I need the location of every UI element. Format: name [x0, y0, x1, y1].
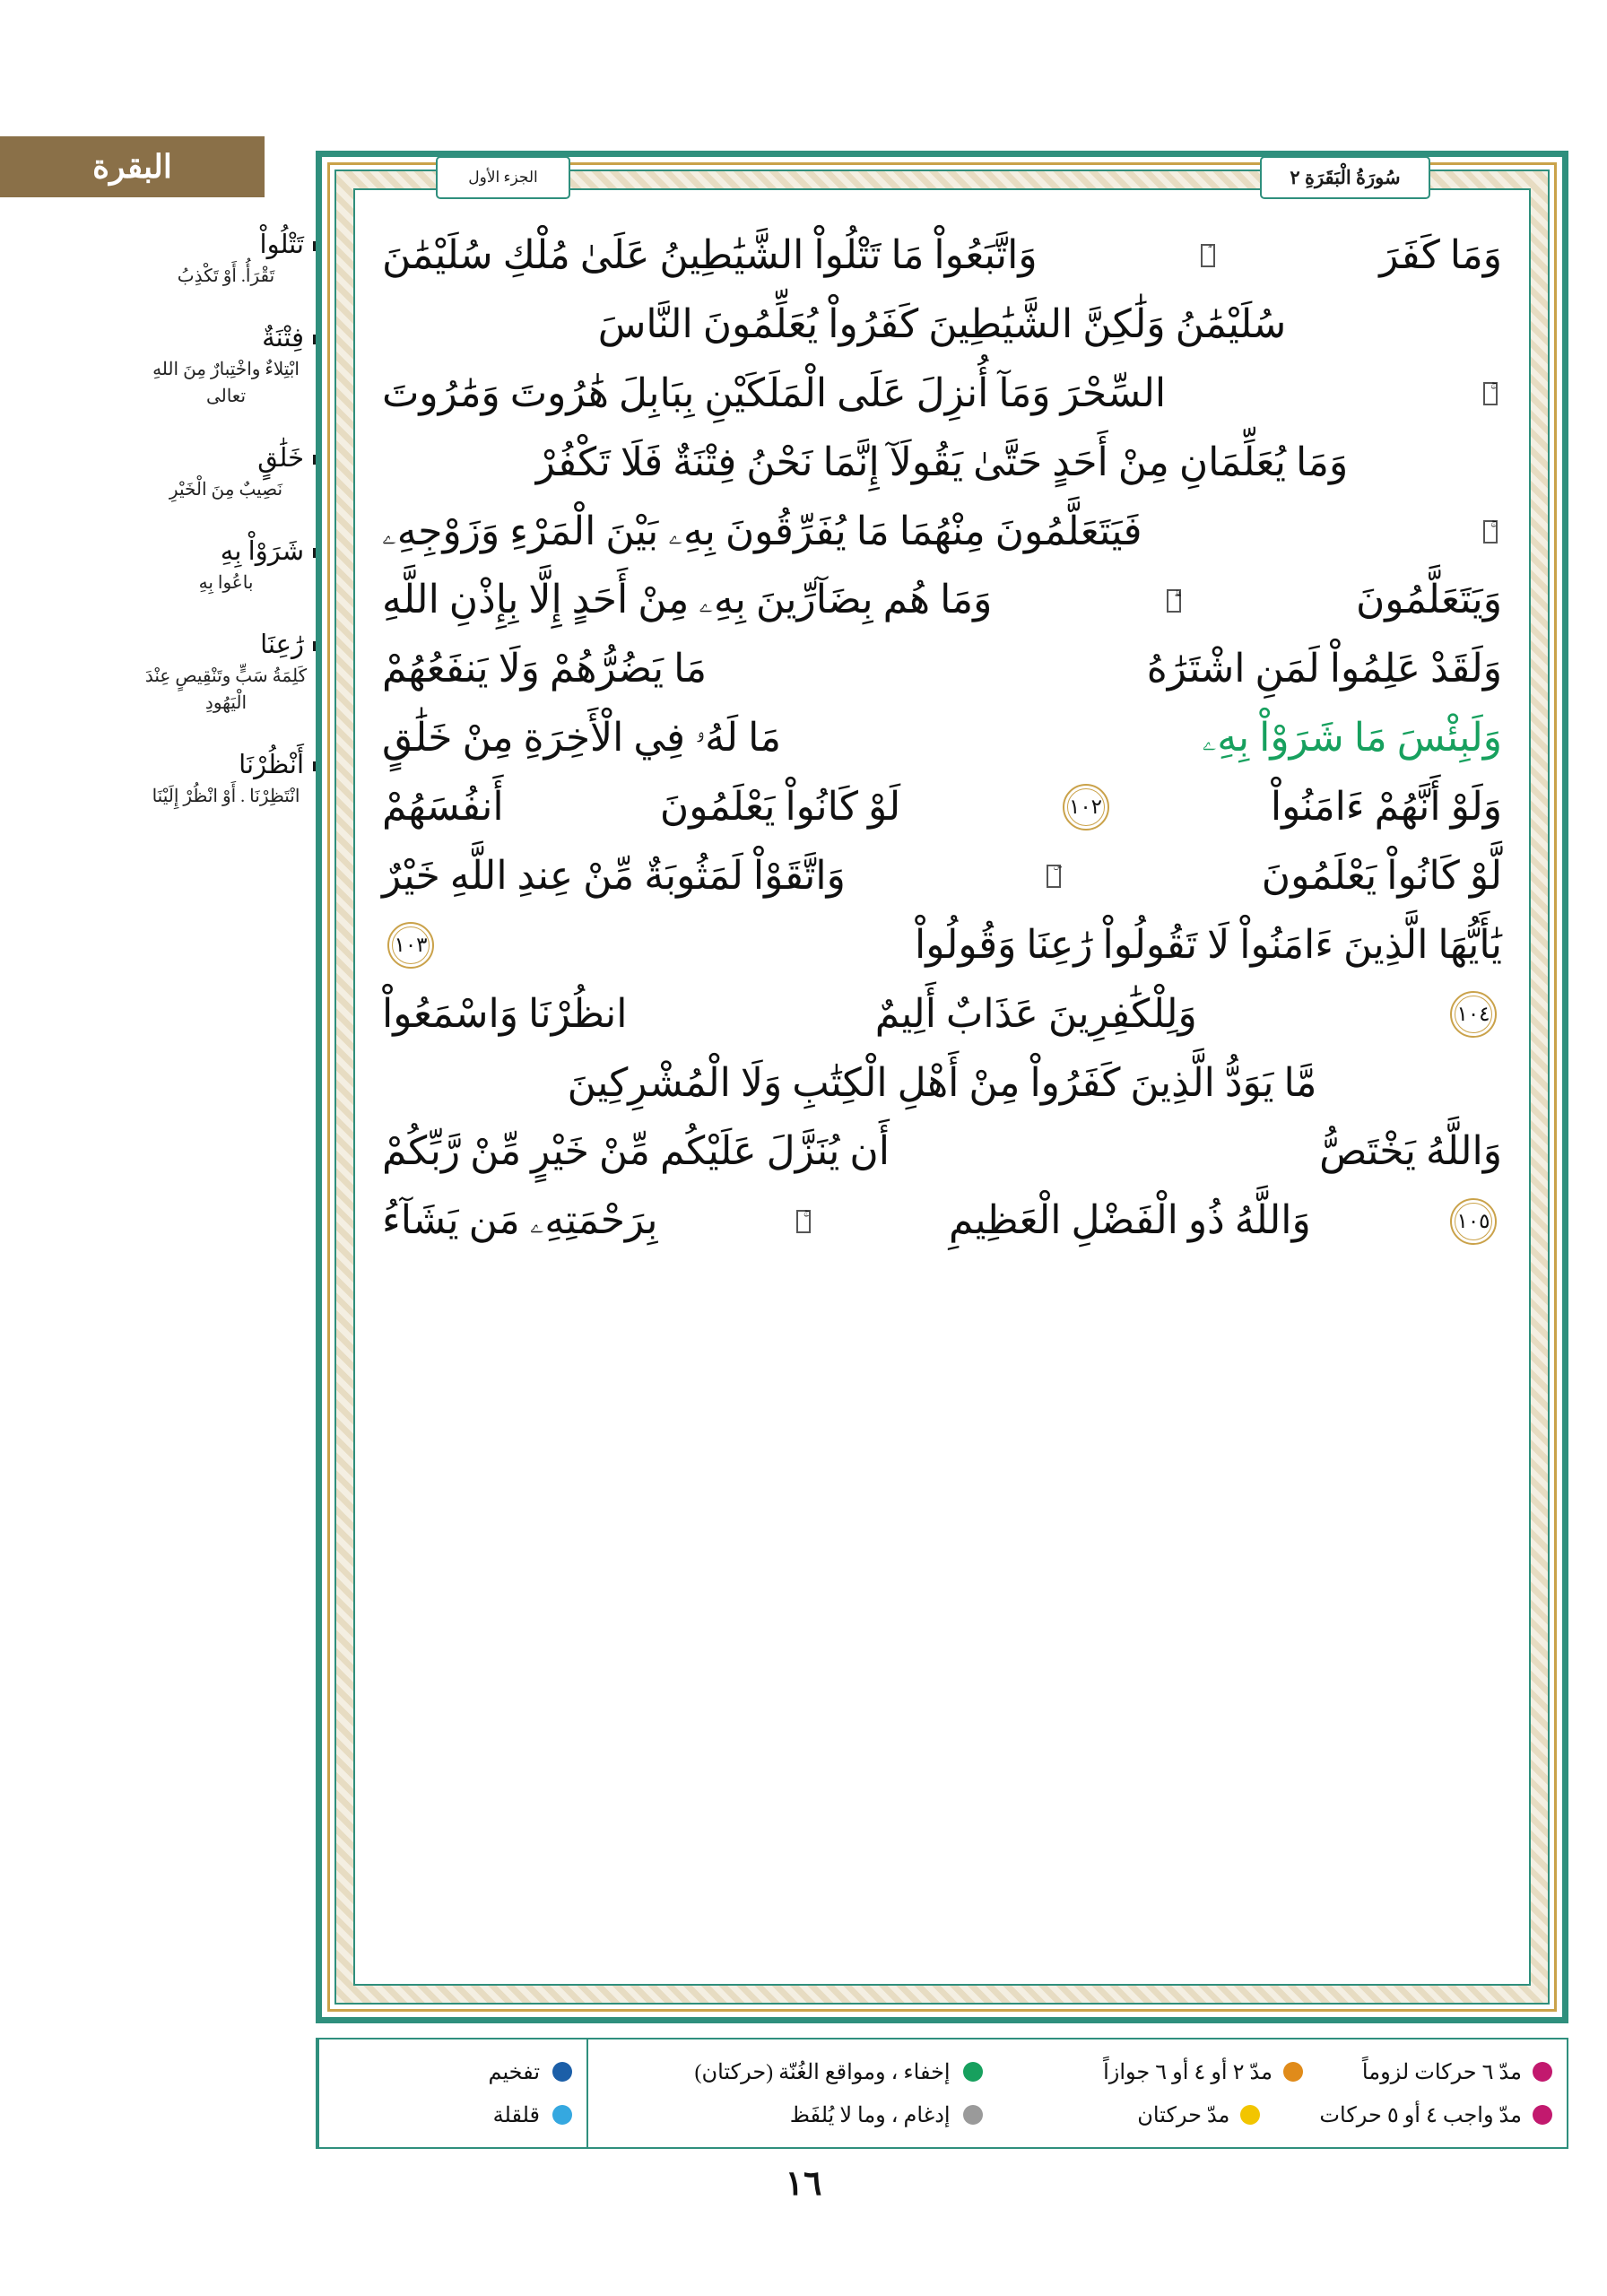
quran-page-frame — [316, 151, 1568, 2023]
verse-line — [382, 226, 1502, 286]
verse-segment: وَلَوْ أَنَّهُمْ ءَامَنُواْ — [1270, 785, 1502, 829]
verse-segment: مَّا يَوَدُّ الَّذِينَ كَفَرُواْ مِنْ أَهْلِ الْكِتَٰبِ وَلَا الْمُشْرِكِينَ — [567, 1060, 1317, 1105]
verse-line — [382, 847, 1502, 907]
pause-mark-icon — [796, 1210, 811, 1233]
glossary-item — [135, 749, 323, 810]
verse-segment: أَن يُنَزَّلَ عَلَيْكُم مِّنْ خَيْرٍ مِّنْ رَّبِّكُمْ — [382, 1129, 890, 1174]
ayah-number-marker: ١٠٤ — [1450, 991, 1497, 1038]
verse-line — [382, 295, 1502, 355]
verse-segment: وَمَا يُعَلِّمَانِ مِنْ أَحَدٍ حَتَّىٰ يَقُولَآ إِنَّمَا نَحْنُ فِتْنَةٌ فَلَا تَكْفُرْ — [535, 439, 1349, 484]
pause-mark-icon — [1483, 382, 1498, 405]
legend-row — [1012, 2059, 1552, 2085]
verse-segment: فَيَتَعَلَّمُونَ مِنْهُمَا مَا يُفَرِّقُونَ بِهِۦ بَيْنَ الْمَرْءِ وَزَوْجِهِۦ — [382, 509, 1142, 553]
legend-color-dot — [1240, 2105, 1260, 2125]
legend-row — [1012, 2102, 1552, 2128]
verse-line — [382, 433, 1502, 493]
surah-tab — [0, 136, 265, 197]
glossary-definition: باعُوا بِهِ — [198, 573, 254, 593]
verse-segment: وَلَقَدْ عَلِمُواْ لَمَنِ اشْتَرَٰهُ — [1146, 647, 1502, 691]
legend-color-dot — [1533, 2105, 1552, 2125]
verse-segment: وَاتَّبَعُواْ مَا تَتْلُواْ الشَّيَٰطِينُ عَلَىٰ مُلْكِ سُلَيْمَٰنَ — [382, 233, 1038, 277]
legend-color-dot — [1533, 2062, 1552, 2082]
tajweed-legend — [316, 2038, 1568, 2149]
verse-segment: يَٰأَيُّهَا الَّذِينَ ءَامَنُواْ لَا تَقُولُواْ رَٰعِنَا وَقُولُواْ — [914, 922, 1502, 967]
glossary-term: شَرَوْاْ بِهِ — [220, 537, 304, 566]
verse-line — [382, 985, 1502, 1045]
verse-segment: سُلَيْمَٰنُ وَلَٰكِنَّ الشَّيَٰطِينَ كَفَرُواْ يُعَلِّمُونَ النَّاسَ — [597, 301, 1287, 346]
verse-segment: أَنفُسَهُمْ — [382, 785, 504, 829]
glossary-margin-notes — [135, 229, 323, 842]
ayah-number-marker: ١٠٣ — [387, 922, 434, 969]
glossary-definition: تَقْرَأُ. أَوْ تَكْذِبُ — [177, 266, 275, 286]
verse-segment: وَلِلْكَٰفِرِينَ عَذَابٌ أَلِيمٌ — [874, 991, 1197, 1036]
verse-line — [382, 502, 1502, 562]
legend-label: مدّ واجب ٤ أو ٥ حركات — [1319, 2103, 1522, 2127]
verse-line — [382, 570, 1502, 631]
glossary-item — [135, 229, 323, 290]
legend-row — [334, 2059, 572, 2085]
verse-segment: السِّحْرَ وَمَآ أُنزِلَ عَلَى الْمَلَكَيْنِ بِبَابِلَ هَٰرُوتَ وَمَٰرُوتَ — [382, 370, 1167, 415]
verse-segment: وَاللَّهُ ذُو الْفَضْلِ الْعَظِيمِ — [948, 1198, 1311, 1243]
verse-line — [382, 364, 1502, 424]
verse-segment: انظُرْنَا وَاسْمَعُواْ — [382, 991, 628, 1036]
glossary-term: خَلَٰقٍ — [257, 444, 304, 473]
legend-row — [334, 2102, 572, 2128]
verse-segment: وَاتَّقَوْاْ لَمَثُوبَةٌ مِّنْ عِندِ اللَّهِ خَيْرٌ — [382, 853, 846, 898]
glossary-definition: نَصِيبٌ مِنَ الْخَيْرِ — [169, 480, 283, 500]
glossary-term: تَتْلُواْ — [259, 230, 304, 259]
glossary-definition: ابْتِلاءٌ واخْتِبارٌ مِنَ اللهِ تعالى — [152, 360, 300, 406]
frame-border-gold — [327, 162, 1557, 2012]
verse-line — [382, 916, 1502, 976]
glossary-term: رَٰعِنَا — [260, 631, 304, 659]
verse-segment: وَيَتَعَلَّمُونَ — [1355, 578, 1502, 622]
verse-line — [382, 709, 1502, 769]
surah-name-plaque-label: سُورَةُ الْبَقَرَةِ ٢ — [1290, 166, 1401, 188]
legend-color-dot — [963, 2062, 983, 2082]
legend-label: مدّ ٦ حركات لزوماً — [1361, 2060, 1522, 2084]
verse-line — [382, 1122, 1502, 1182]
legend-label: مدّ ٢ أو ٤ أو ٦ جوازاً — [1103, 2060, 1273, 2084]
pause-mark-icon — [1201, 244, 1215, 267]
page-number: ١٦ — [785, 2165, 822, 2203]
glossary-item — [135, 535, 323, 596]
quran-verses — [382, 213, 1502, 1251]
legend-column-madd — [997, 2039, 1567, 2147]
verse-segment: بِرَحْمَتِهِۦ مَن يَشَآءُ — [382, 1198, 658, 1243]
verse-segment: مَا يَضُرُّهُمْ وَلَا يَنفَعُهُمْ — [382, 647, 708, 691]
legend-row — [603, 2102, 983, 2128]
ayah-number-marker: ١٠٢ — [1063, 784, 1109, 831]
legend-label: تفخيم — [488, 2060, 540, 2084]
verse-segment: وَاللَّهُ يَخْتَصُّ — [1319, 1129, 1502, 1174]
legend-color-dot — [1283, 2062, 1303, 2082]
verse-segment: وَمَا كَفَرَ — [1379, 233, 1502, 277]
ayah-number-marker: ١٠٥ — [1450, 1198, 1497, 1245]
surah-tab-label: البقرة — [92, 149, 172, 185]
legend-column-ghunnah — [586, 2039, 997, 2147]
frame-ornament-band — [334, 166, 1550, 2005]
pause-mark-icon — [1483, 520, 1498, 544]
pause-mark-icon — [1167, 589, 1181, 613]
legend-label: إدغام ، وما لا يُلفَظ — [789, 2103, 951, 2127]
legend-label: إخفاء ، ومواقع الغُنّة (حركتان) — [694, 2060, 951, 2084]
glossary-item — [135, 322, 323, 410]
glossary-item — [135, 442, 323, 503]
legend-label: مدّ حركتان — [1137, 2103, 1230, 2127]
verse-line — [382, 1054, 1502, 1114]
glossary-term: أَنْظُرْنَا — [239, 751, 304, 779]
verse-segment: لَوْ كَانُواْ يَعْلَمُونَ — [659, 785, 901, 829]
legend-color-dot — [963, 2105, 983, 2125]
juz-plaque — [436, 156, 570, 199]
quran-text-area — [353, 166, 1531, 1986]
verse-segment: وَمَا هُم بِضَآرِّينَ بِهِۦ مِنْ أَحَدٍ إِلَّا بِإِذْنِ اللَّهِ — [382, 578, 993, 622]
verse-segment: مَا لَهُۥ فِي الْأَخِرَةِ مِنْ خَلَٰقٍ — [382, 716, 782, 761]
verse-line — [382, 639, 1502, 700]
legend-color-dot — [552, 2062, 572, 2082]
glossary-definition: كَلِمَةُ سَبٍّ وتَنْقِيصٍ عِنْدَ الْيَهُودِ — [144, 666, 308, 713]
verse-line — [382, 1191, 1502, 1251]
glossary-item — [135, 629, 323, 717]
surah-name-plaque — [1260, 156, 1430, 199]
juz-plaque-label: الجزء الأول — [468, 169, 538, 186]
legend-column-tafkhim — [317, 2039, 586, 2147]
glossary-definition: انْتَظِرْنَا . أَوْ انْظُرْ إِلَيْنَا — [152, 787, 300, 806]
legend-label: قلقلة — [492, 2103, 540, 2127]
verse-segment: وَلَبِئْسَ مَا شَرَوْاْ بِهِۦ — [1202, 716, 1502, 761]
legend-row — [603, 2059, 983, 2085]
verse-segment: لَّوْ كَانُواْ يَعْلَمُونَ — [1261, 853, 1502, 898]
pause-mark-icon — [1047, 865, 1061, 888]
glossary-term: فِتْنَةٌ — [262, 324, 304, 352]
verse-line — [382, 778, 1502, 838]
legend-color-dot — [552, 2105, 572, 2125]
